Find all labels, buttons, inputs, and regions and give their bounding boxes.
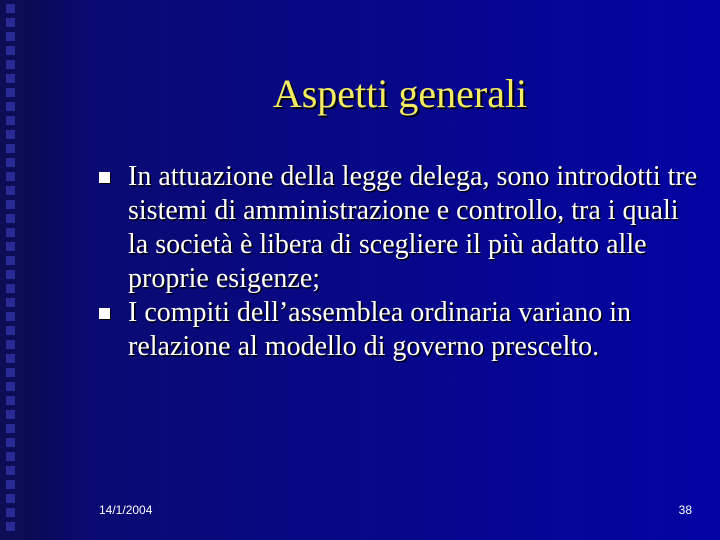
- bullet-text-2: I compiti dell’assemblea ordinaria variano in relazione al modello di governo prescelto.: [128, 297, 632, 362]
- decorative-square: [6, 256, 15, 265]
- decorative-square: [6, 466, 15, 475]
- decorative-square: [6, 172, 15, 181]
- decorative-square: [6, 522, 15, 531]
- decorative-square: [6, 298, 15, 307]
- decorative-square: [6, 396, 15, 405]
- decorative-square: [6, 46, 15, 55]
- decorative-square: [6, 508, 15, 517]
- decorative-square: [6, 158, 15, 167]
- decorative-square: [6, 74, 15, 83]
- page-number: 38: [678, 503, 692, 517]
- decorative-square: [6, 312, 15, 321]
- decorative-square: [6, 368, 15, 377]
- decorative-square: [6, 326, 15, 335]
- decorative-square: [6, 200, 15, 209]
- decorative-square: [6, 102, 15, 111]
- bullet-item-2: [94, 296, 700, 364]
- slide-title: Aspetti generali: [272, 71, 528, 116]
- decorative-square: [6, 116, 15, 125]
- decorative-square: [6, 340, 15, 349]
- decorative-square: [6, 494, 15, 503]
- decorative-square: [6, 354, 15, 363]
- bullet-list: [94, 160, 700, 364]
- decorative-square: [6, 4, 15, 13]
- decorative-square: [6, 186, 15, 195]
- footer-date: 14/1/2004: [99, 503, 153, 517]
- decorative-square: [6, 130, 15, 139]
- decorative-square: [6, 480, 15, 489]
- decorative-square: [6, 88, 15, 97]
- square-bullet-icon: [99, 308, 110, 319]
- decorative-square: [6, 284, 15, 293]
- decorative-square: [6, 424, 15, 433]
- bullet-text-1: In attuazione della legge delega, sono introdotti tre sistemi di amministrazione e controllo, tra i quali la società è libera di scegliere il più adatto alle proprie esigenze;: [128, 161, 698, 294]
- decorative-square: [6, 382, 15, 391]
- decorative-square: [6, 32, 15, 41]
- decorative-square: [6, 438, 15, 447]
- decorative-square: [6, 452, 15, 461]
- decorative-square: [6, 242, 15, 251]
- decorative-square: [6, 144, 15, 153]
- decorative-square: [6, 410, 15, 419]
- decorative-square: [6, 214, 15, 223]
- decorative-side-strip: [0, 0, 24, 540]
- decorative-square: [6, 60, 15, 69]
- decorative-square: [6, 270, 15, 279]
- bullet-item-1: [94, 160, 700, 296]
- decorative-square: [6, 228, 15, 237]
- square-bullet-icon: [99, 172, 110, 183]
- decorative-square: [6, 18, 15, 27]
